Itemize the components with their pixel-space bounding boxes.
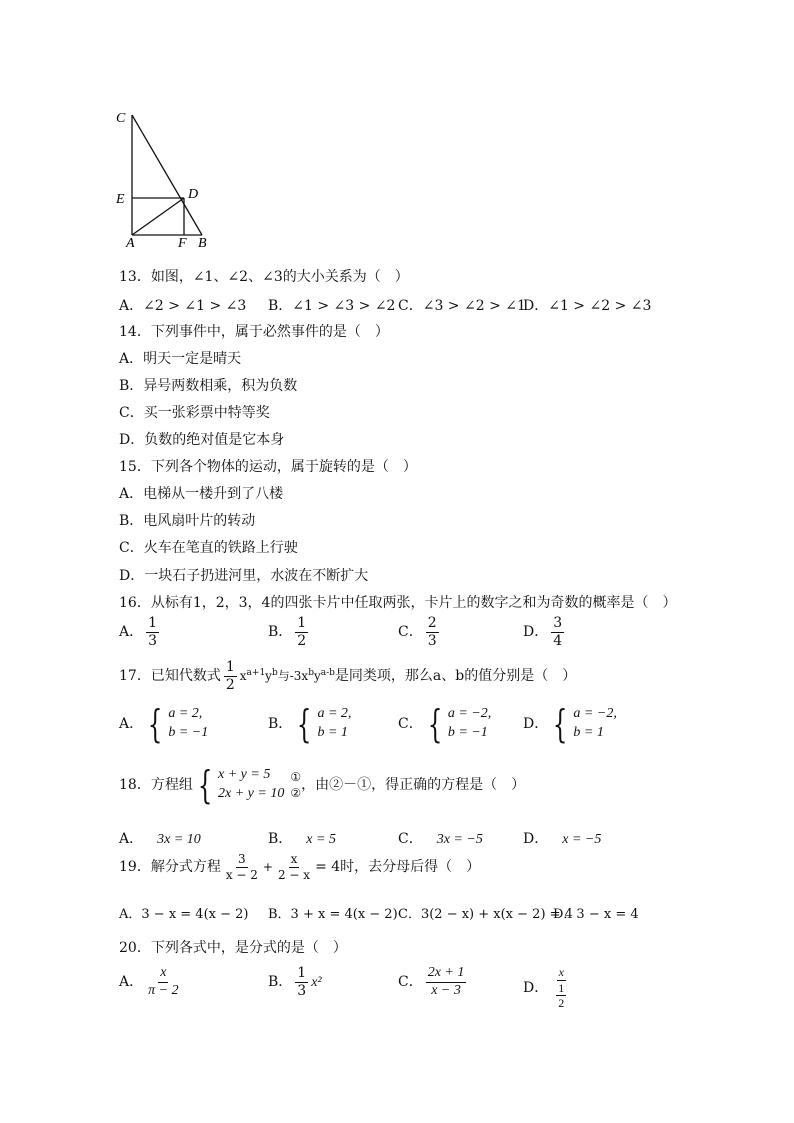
q19-option-b: B．3 + x = 4(x − 2) <box>268 907 398 922</box>
q13-option-b: B．∠1 > ∠3 > ∠2 <box>268 298 396 314</box>
q18-option-b: B． x = 5 <box>268 831 336 847</box>
q13-option-c: C．∠3 > ∠2 > ∠1 <box>398 298 526 314</box>
q16-option-c: C． $\frac{2}{3}$ <box>398 615 437 649</box>
q18-option-c: C． 3x = −5 <box>398 831 483 847</box>
q14-option-a: A．明天一定是晴天 <box>119 351 242 367</box>
q20-option-c: C． $\frac{2x + 1}{x - 3}$ <box>398 965 465 998</box>
q18-option-d: D． x = −5 <box>523 831 602 847</box>
q15-option-d: D．一块石子扔进河里，水波在不断扩大 <box>119 568 369 584</box>
q14-stem: 14．下列事件中，属于必然事件的是（ ） <box>119 324 389 340</box>
label-b: B <box>198 236 207 251</box>
q13-option-d: D．∠1 > ∠2 > ∠3 <box>523 298 652 314</box>
q17-option-c: C． { a = −2, b = −1 <box>398 702 492 746</box>
label-f: F <box>178 236 187 251</box>
q18-stem: 18．方程组 { x + y = 5 2x + y = 10 ① ② ，由②－①，得正确的方程是（ ） <box>119 763 526 807</box>
triangle-figure <box>110 105 220 253</box>
q16-option-d: D． $\frac{3}{4}$ <box>523 615 563 649</box>
q13-option-a: A．∠2 > ∠1 > ∠3 <box>119 298 247 314</box>
q19-option-a: A．3 − x = 4(x − 2) <box>119 907 249 922</box>
q16-stem: 16．从标有1，2，3，4的四张卡片中任取两张，卡片上的数字之和为奇数的概率是（ ） <box>119 595 677 611</box>
q17-option-b: B． { a = 2, b = 1 <box>268 702 352 746</box>
q14-option-c: C．买一张彩票中特等奖 <box>119 405 270 421</box>
q15-option-c: C．火车在笔直的铁路上行驶 <box>119 540 298 556</box>
q20-option-b: B． $\frac{1}{3}$ x² <box>268 965 322 999</box>
q20-option-a: A． $\frac{x}{\pi - 2}$ <box>119 965 179 998</box>
q19-option-c: C．3(2 − x) + x(x − 2) = 4 <box>398 907 573 922</box>
label-a: A <box>126 236 135 251</box>
q13-stem: 13．如图，∠1、∠2、∠3的大小关系为（ ） <box>119 269 409 285</box>
label-c: C <box>116 111 126 126</box>
q17-option-d: D． { a = −2, b = 1 <box>523 702 617 746</box>
q16-option-b: B． $\frac{1}{2}$ <box>268 615 307 649</box>
q15-option-b: B．电风扇叶片的转动 <box>119 513 256 529</box>
q18-option-a: A． 3x = 10 <box>119 831 201 847</box>
q17-option-a: A． { a = 2, b = −1 <box>119 702 209 746</box>
q17-stem: 17．已知代数式 $\frac{1}{2}$ $x^{a+1}y^b$与$-3x^by^{a-b}$是同类项，那么a、b的值分别是（ ） <box>119 659 577 693</box>
q15-option-a: A．电梯从一楼升到了八楼 <box>119 486 284 502</box>
q16-option-a: A． $\frac{1}{3}$ <box>119 615 158 649</box>
q14-option-b: B．异号两数相乘，积为负数 <box>119 378 298 394</box>
q19-option-d: D．3 − x = 4 <box>553 907 639 922</box>
q20-option-d: D． $\frac{x}{\frac{1}{2}}$ <box>523 965 565 1011</box>
label-e: E <box>116 192 125 207</box>
label-d: D <box>188 187 199 202</box>
q19-stem: 19．解分式方程 $\frac{3}{x - 2}$ + $\frac{x}{2 - x}$ = 4时，去分母后得（ ） <box>119 852 481 882</box>
q15-stem: 15．下列各个物体的运动，属于旋转的是（ ） <box>119 459 417 475</box>
q20-stem: 20．下列各式中，是分式的是（ ） <box>119 940 347 956</box>
q14-option-d: D．负数的绝对值是它本身 <box>119 432 285 448</box>
